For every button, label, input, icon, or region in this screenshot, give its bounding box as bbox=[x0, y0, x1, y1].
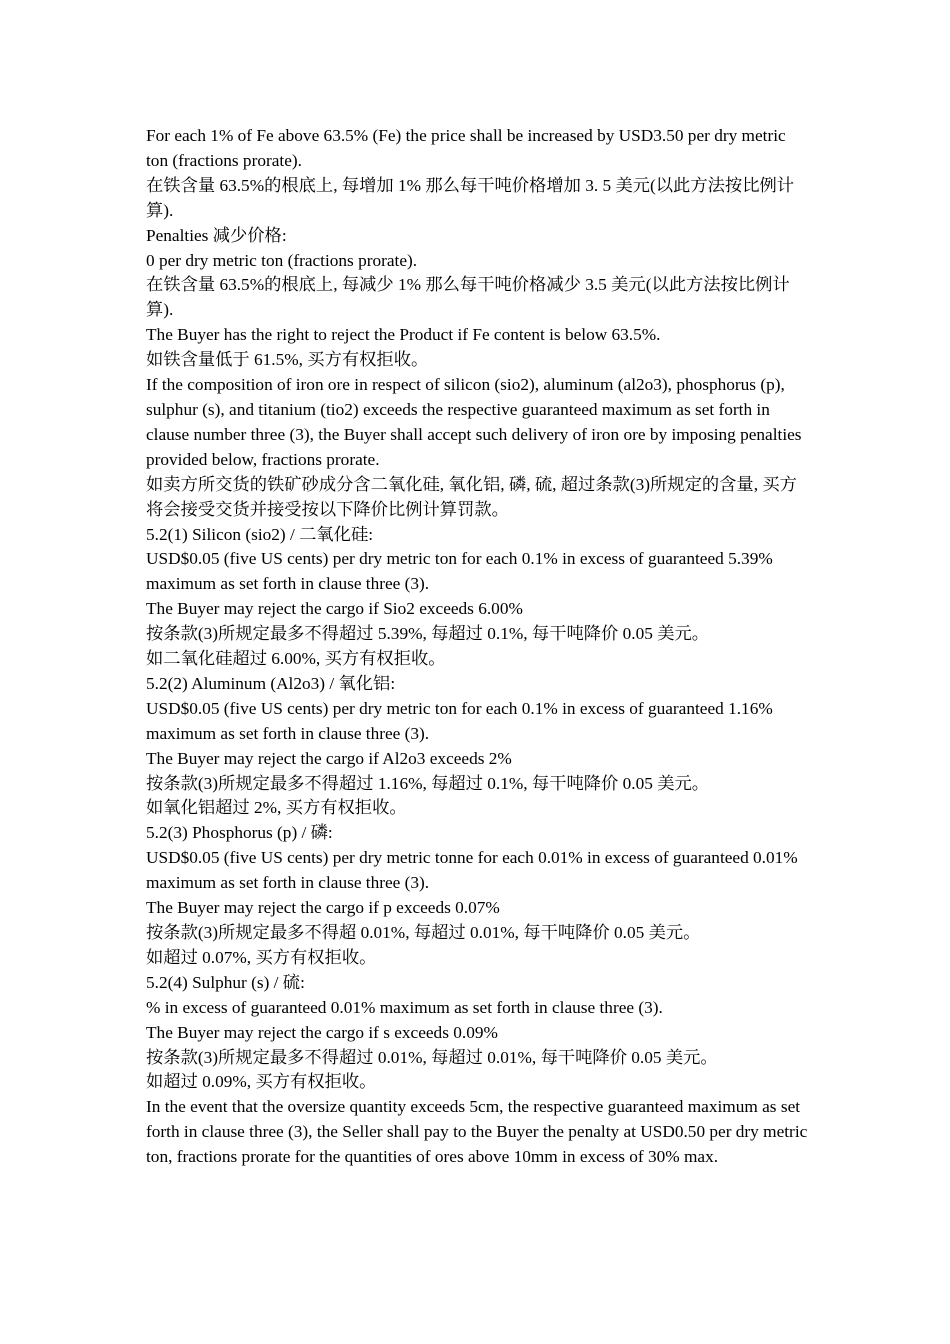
clause-sulphur-penalty-cn: 按条款(3)所规定最多不得超过 0.01%, 每超过 0.01%, 每干吨降价 0.05 美元。 bbox=[146, 1047, 718, 1067]
clause-sulphur-heading: 5.2(4) Sulphur (s) / 硫: bbox=[146, 972, 305, 992]
clause-phosphorus-reject: The Buyer may reject the cargo if p exceeds 0.07% bbox=[146, 898, 500, 918]
clause-aluminum-penalty: USD$0.05 (five US cents) per dry metric ton for each 0.1% in excess of guaranteed 1.16% maximum as set forth in clause three (3). bbox=[146, 698, 773, 743]
clause-aluminum-reject: The Buyer may reject the cargo if Al2o3 exceeds 2% bbox=[146, 748, 512, 768]
clause-silicon-reject-cn: 如二氧化硅超过 6.00%, 买方有权拒收。 bbox=[146, 649, 446, 669]
clause-silicon-heading: 5.2(1) Silicon (sio2) / 二氧化硅: bbox=[146, 524, 374, 544]
clause-silicon-penalty-cn: 按条款(3)所规定最多不得超过 5.39%, 每超过 0.1%, 每干吨降价 0.05 美元。 bbox=[146, 624, 710, 644]
clause-phosphorus-reject-cn: 如超过 0.07%, 买方有权拒收。 bbox=[146, 947, 377, 967]
document-body bbox=[146, 124, 810, 1170]
clause-sulphur-penalty: % in excess of guaranteed 0.01% maximum as set forth in clause three (3). bbox=[146, 997, 663, 1017]
clause-phosphorus-penalty: USD$0.05 (five US cents) per dry metric tonne for each 0.01% in excess of guaranteed 0.01% maximum as set forth in clause three (3). bbox=[146, 848, 798, 893]
clause-silicon-reject: The Buyer may reject the cargo if Sio2 exceeds 6.00% bbox=[146, 599, 523, 619]
paragraph-fe-price-decrease-cn: 在铁含量 63.5%的根底上, 每减少 1% 那么每干吨价格减少 3.5 美元(以此方法按比例计算). bbox=[146, 275, 790, 320]
paragraph-fe-reject-right: The Buyer has the right to reject the Product if Fe content is below 63.5%. bbox=[146, 325, 661, 345]
paragraph-composition-penalties: If the composition of iron ore in respect of silicon (sio2), aluminum (al2o3), phosphorus (p), sulphur (s), and titanium (tio2) exceeds the respective guaranteed maximum as set forth in clause number three (3), the Buyer shall accept such delivery of iron ore by imposing penalties provided below, fractions prorate. bbox=[146, 375, 802, 469]
clause-aluminum-reject-cn: 如氧化铝超过 2%, 买方有权拒收。 bbox=[146, 798, 407, 818]
paragraph-penalty-rate: 0 per dry metric ton (fractions prorate). bbox=[146, 250, 418, 270]
clause-aluminum-penalty-cn: 按条款(3)所规定最多不得超过 1.16%, 每超过 0.1%, 每干吨降价 0.05 美元。 bbox=[146, 773, 710, 793]
paragraph-fe-reject-right-cn: 如铁含量低于 61.5%, 买方有权拒收。 bbox=[146, 350, 429, 370]
clause-sulphur-reject-cn: 如超过 0.09%, 买方有权拒收。 bbox=[146, 1072, 377, 1092]
paragraph-composition-penalties-cn: 如卖方所交货的铁矿砂成分含二氧化硅, 氧化铝, 磷, 硫, 超过条款(3)所规定的含量, 买方将会接受交货并接受按以下降价比例计算罚款。 bbox=[146, 474, 797, 519]
clause-silicon-penalty: USD$0.05 (five US cents) per dry metric ton for each 0.1% in excess of guaranteed 5.39% maximum as set forth in clause three (3). bbox=[146, 549, 773, 594]
clause-sulphur-reject: The Buyer may reject the cargo if s exceeds 0.09% bbox=[146, 1022, 498, 1042]
paragraph-fe-price-increase: For each 1% of Fe above 63.5% (Fe) the price shall be increased by USD3.50 per dry metric ton (fractions prorate). bbox=[146, 126, 786, 170]
clause-aluminum-heading: 5.2(2) Aluminum (Al2o3) / 氧化铝: bbox=[146, 673, 396, 693]
paragraph-oversize-penalty: In the event that the oversize quantity exceeds 5cm, the respective guaranteed maximum as set forth in clause three (3), the Seller shall pay to the Buyer the penalty at USD0.50 per dry metric ton, fractions prorate for the quantities of ores above 10mm in excess of 30% max. bbox=[146, 1097, 808, 1167]
clause-phosphorus-penalty-cn: 按条款(3)所规定最多不得超 0.01%, 每超过 0.01%, 每干吨降价 0.05 美元。 bbox=[146, 923, 701, 942]
paragraph-penalties-heading: Penalties 减少价格: bbox=[146, 225, 287, 245]
paragraph-fe-price-increase-cn: 在铁含量 63.5%的根底上, 每增加 1% 那么每干吨价格增加 3. 5 美元(以此方法按比例计算). bbox=[146, 175, 795, 220]
clause-phosphorus-heading: 5.2(3) Phosphorus (p) / 磷: bbox=[146, 823, 333, 843]
